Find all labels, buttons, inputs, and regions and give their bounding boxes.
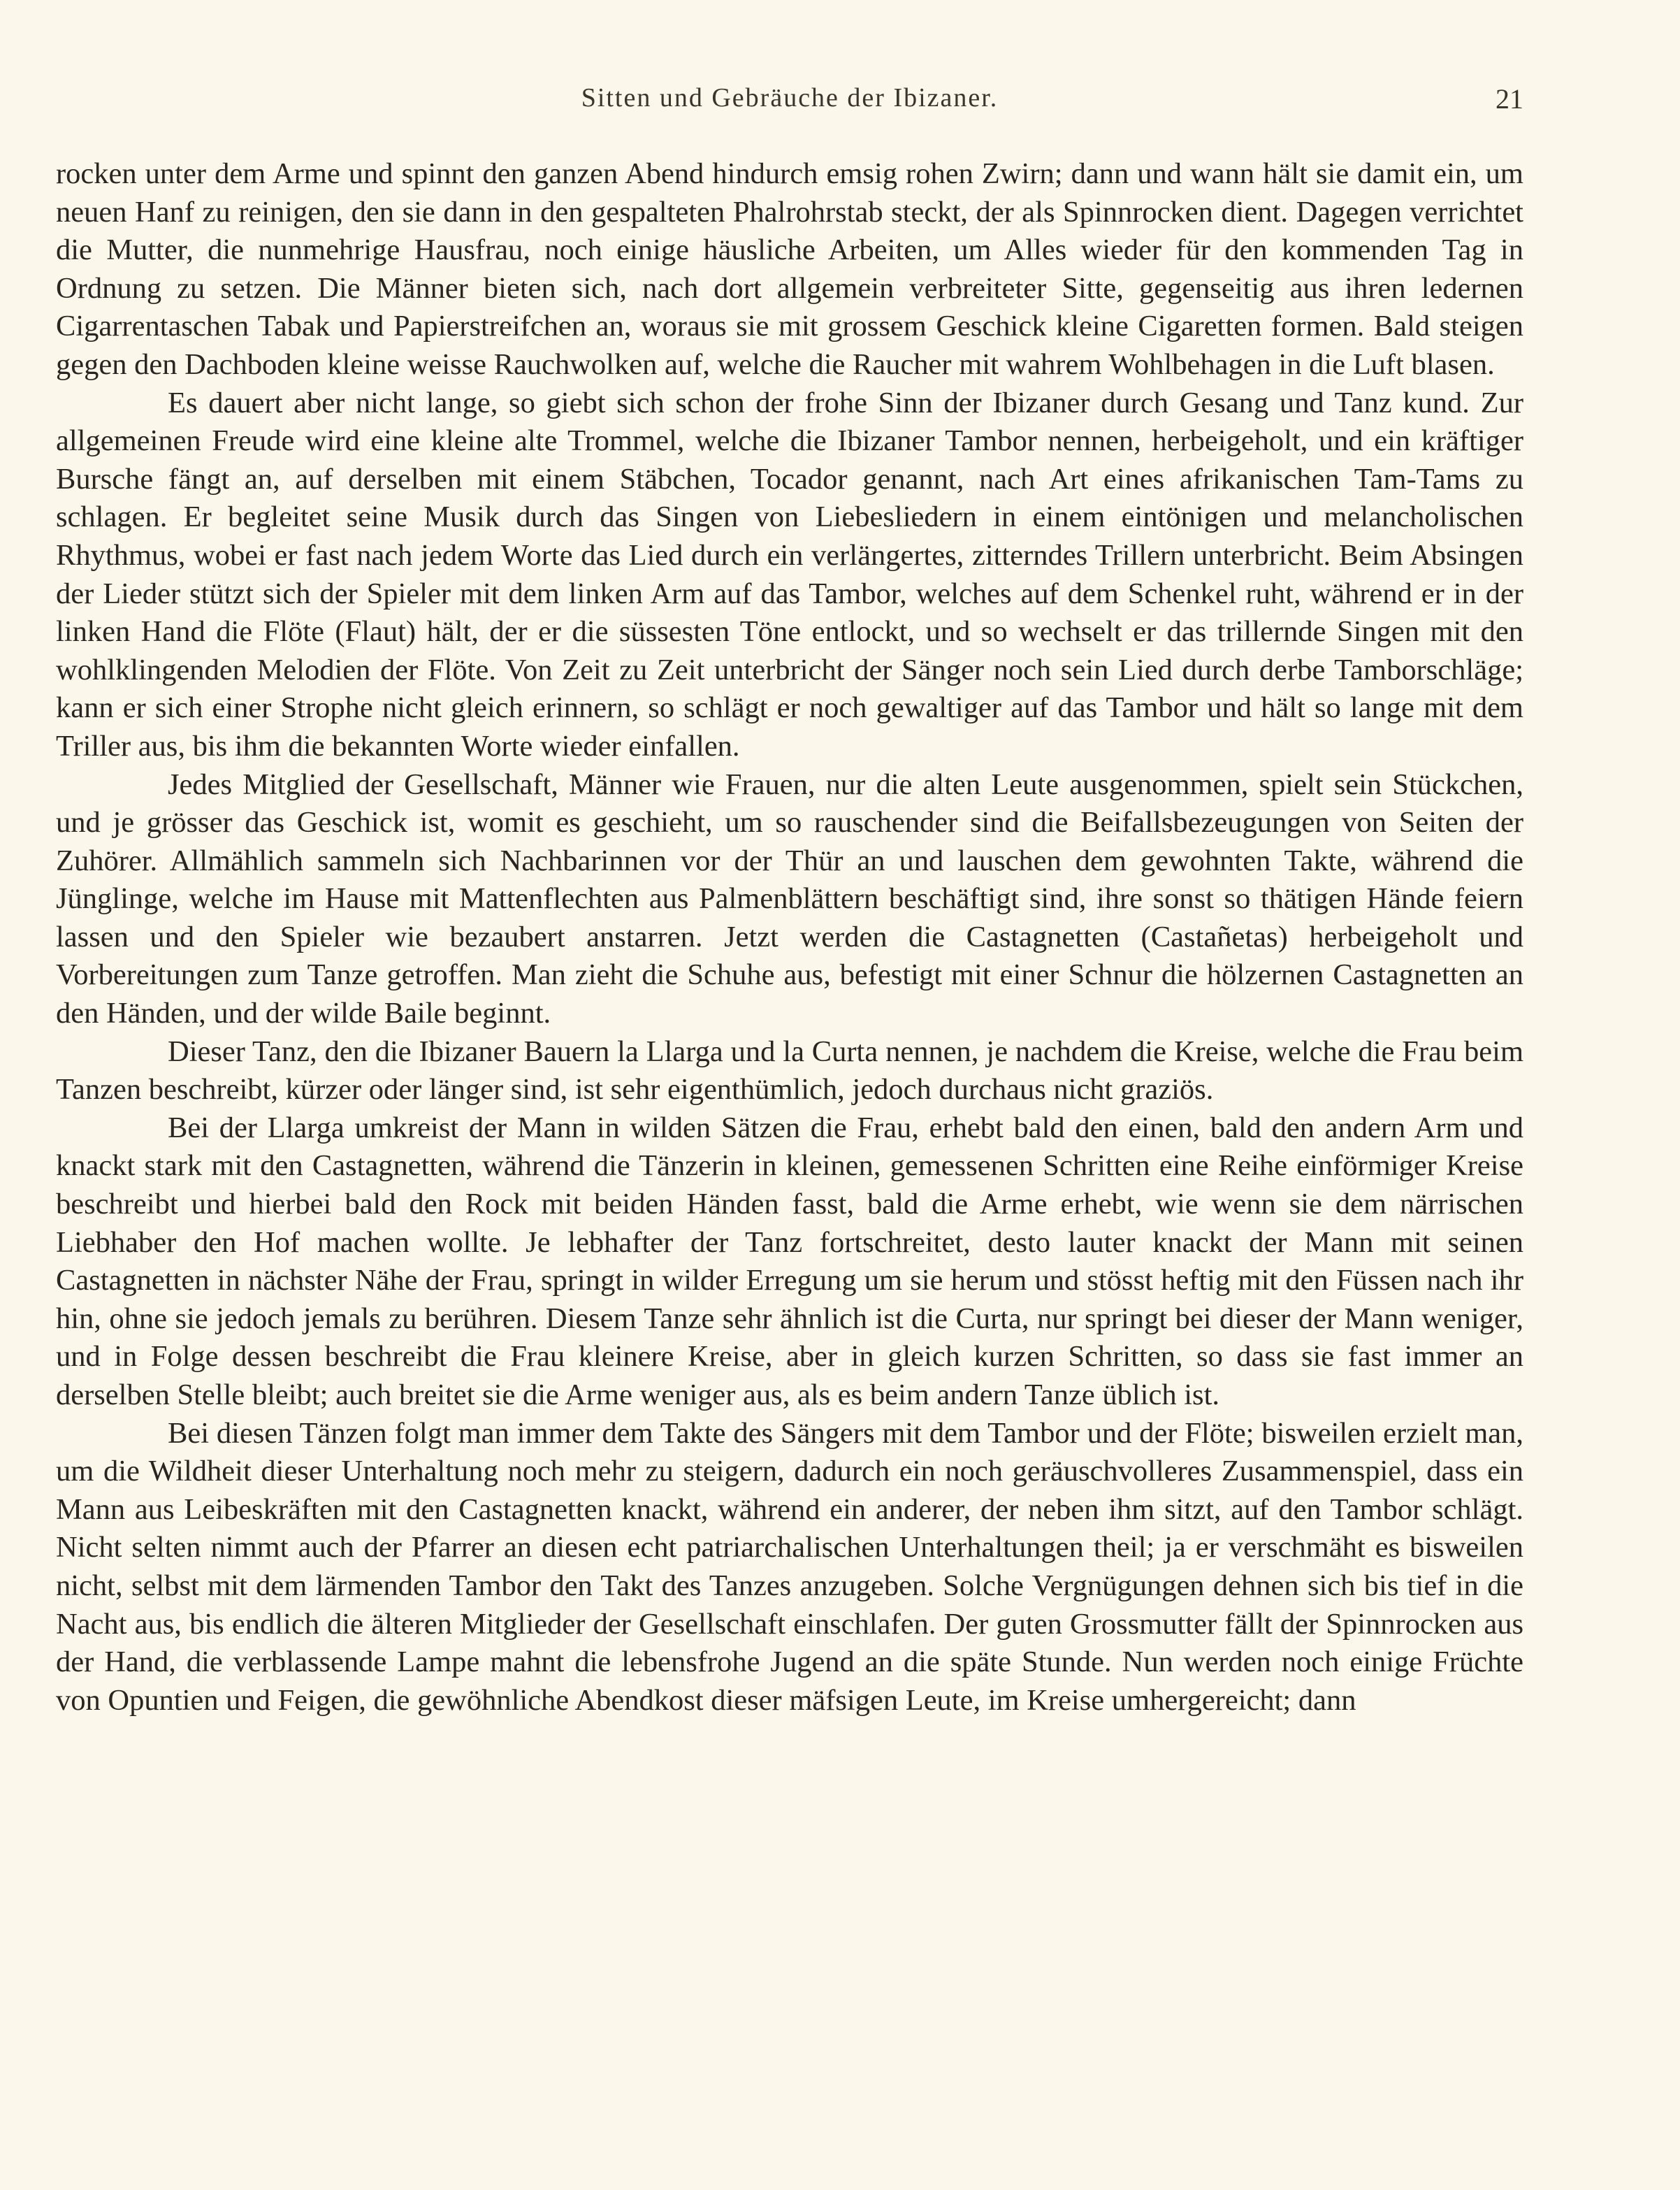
paragraph-llarga: Bei der Llarga umkreist der Mann in wilden Sätzen die Frau, erhebt bald den einen, bald den andern Arm und knackt stark mit den Castagnetten, während die Tänzerin in kleinen, gemessenen Schritten eine Reihe einförmiger Kreise beschreibt und hierbei bald den Rock mit beiden Händen fasst, bald die Arme erhebt, wie wenn sie dem närrischen Liebhaber den Hof machen wollte. Je lebhafter der Tanz fortschreitet, desto lauter knackt der Mann mit seinen Castagnetten in nächster Nähe der Frau, springt in wilder Erregung um sie herum und stösst heftig mit den Füssen nach ihr hin, ohne sie jedoch jemals zu berühren. Diesem Tanze sehr ähnlich ist die Curta, nur springt bei dieser der Mann weniger, und in Folge dessen beschreibt die Frau kleinere Kreise, aber in gleich kurzen Schritten, so dass sie fast immer an derselben Stelle bleibt; auch breitet sie die Arme weniger aus, als es beim andern Tanze üblich ist. [56, 1111, 1523, 1411]
running-title: Sitten und Gebräuche der Ibizaner. [581, 83, 999, 113]
page-header [56, 82, 1523, 124]
page-number: 21 [1496, 83, 1523, 115]
body-text [56, 155, 1523, 1720]
paragraph-taenze: Bei diesen Tänzen folgt man immer dem Takte des Sängers mit dem Tambor und der Flöte; bisweilen erzielt man, um die Wildheit dieser Unterhaltung noch mehr zu steigern, dadurch ein noch geräuschvolleres Zusammenspiel, dass ein Mann aus Leibeskräften mit den Castagnetten knackt, während ein anderer, der neben ihm sitzt, auf den Tambor schlägt. Nicht selten nimmt auch der Pfarrer an diesen echt patriarchalischen Unterhaltungen theil; ja er verschmäht es bisweilen nicht, selbst mit dem lärmenden Tambor den Takt des Tanzes anzugeben. Solche Vergnügungen dehnen sich bis tief in die Nacht aus, bis endlich die älteren Mitglieder der Gesellschaft einschlafen. Der guten Grossmutter fällt der Spinnrocken aus der Hand, die verblassende Lampe mahnt die lebensfrohe Jugend an die späte Stunde. Nun werden noch einige Früchte von Opuntien und Feigen, die gewöhnliche Abendkost dieser mäfsigen Leute, im Kreise umhergereicht; dann [56, 1416, 1523, 1717]
paragraph-gesellschaft: Jedes Mitglied der Gesellschaft, Männer wie Frauen, nur die alten Leute ausgenommen, spielt sein Stückchen, und je grösser das Geschick ist, womit es geschieht, um so rauschender sind die Beifallsbezeugungen von Seiten der Zuhörer. Allmählich sammeln sich Nachbarinnen vor der Thür an und lauschen dem gewohnten Takte, während die Jünglinge, welche im Hause mit Mattenflechten aus Palmenblättern beschäftigt sind, ihre sonst so thätigen Hände feiern lassen und den Spieler wie bezaubert anstarren. Jetzt werden die Castagnetten (Castañetas) herbeigeholt und Vorbereitungen zum Tanze getroffen. Man zieht die Schuhe aus, befestigt mit einer Schnur die hölzernen Castagnetten an den Händen, und der wilde Baile beginnt. [56, 768, 1523, 1030]
paragraph-llarga-curta: Dieser Tanz, den die Ibizaner Bauern la Llarga und la Curta nennen, je nachdem die Kreise, welche die Frau beim Tanzen beschreibt, kürzer oder länger sind, ist sehr eigenthümlich, jedoch durchaus nicht graziös. [56, 1035, 1523, 1107]
paragraph-continuation: rocken unter dem Arme und spinnt den ganzen Abend hindurch emsig rohen Zwirn; dann und wann hält sie damit ein, um neuen Hanf zu reinigen, den sie dann in den gespalteten Phalrohrstab steckt, der als Spinnrocken dient. Dagegen verrichtet die Mutter, die nunmehrige Hausfrau, noch einige häusliche Arbeiten, um Alles wieder für den kommenden Tag in Ordnung zu setzen. Die Männer bieten sich, nach dort allgemein verbreiteter Sitte, gegenseitig aus ihren ledernen Cigarrentaschen Tabak und Papierstreifchen an, woraus sie mit grossem Geschick kleine Cigaretten formen. Bald steigen gegen den Dachboden kleine weisse Rauchwolken auf, welche die Raucher mit wahrem Wohlbehagen in die Luft blasen. [56, 157, 1523, 381]
paragraph-gesang-und-tanz: Es dauert aber nicht lange, so giebt sich schon der frohe Sinn der Ibizaner durch Gesang und Tanz kund. Zur allgemeinen Freude wird eine kleine alte Trommel, welche die Ibizaner Tambor nennen, herbeigeholt, und ein kräftiger Bursche fängt an, auf derselben mit einem Stäbchen, Tocador genannt, nach Art eines afrikanischen Tam-Tams zu schlagen. Er begleitet seine Musik durch das Singen von Liebesliedern in einem eintönigen und melancholischen Rhythmus, wobei er fast nach jedem Worte das Lied durch ein verlängertes, zitterndes Trillern unterbricht. Beim Absingen der Lieder stützt sich der Spieler mit dem linken Arm auf das Tambor, welches auf dem Schenkel ruht, während er in der linken Hand die Flöte (Flaut) hält, der er die süssesten Töne entlockt, und so wechselt er das trillernde Singen mit den wohlklingenden Melodien der Flöte. Von Zeit zu Zeit unterbricht der Sänger noch sein Lied durch derbe Tamborschläge; kann er sich einer Strophe nicht gleich erinnern, so schlägt er noch gewaltiger auf das Tambor und hält so lange mit dem Triller aus, bis ihm die bekannten Worte wieder einfallen. [56, 386, 1523, 763]
